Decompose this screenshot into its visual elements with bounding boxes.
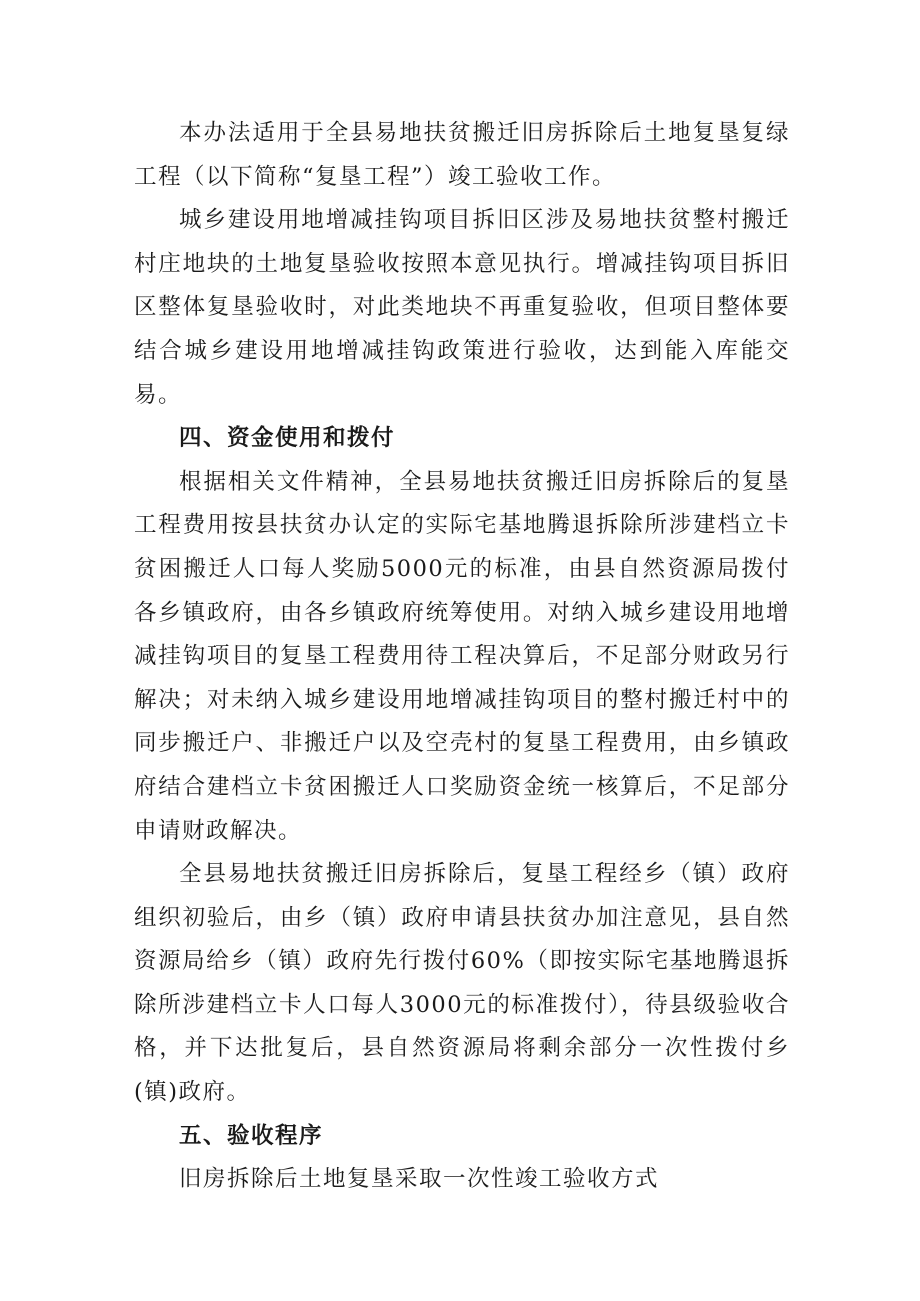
paragraph-funding-standard: 根据相关文件精神，全县易地扶贫搬迁旧房拆除后的复垦工程费用按县扶贫办认定的实际宅基地腾退拆除所涉建档立卡贫困搬迁人口每人奖励5000元的标准，由县自然资源局拨付各乡镇政府，由各乡镇政府统筹使用。对纳入城乡建设用地增减挂钩项目的复垦工程费用待工程决算后，不足部分财政另行解决；对未纳入城乡建设用地增减挂钩项目的整村搬迁村中的同步搬迁户、非搬迁户以及空壳村的复垦工程费用，由乡镇政府结合建档立卡贫困搬迁人口奖励资金统一核算后，不足部分申请财政解决。 xyxy=(134,468,790,844)
paragraph-linkage-projects: 城乡建设用地增减挂钩项目拆旧区涉及易地扶贫整村搬迁村庄地块的土地复垦验收按照本意见执行。增减挂钩项目拆旧区整体复垦验收时，对此类地块不再重复验收，但项目整体要结合城乡建设用地增减挂钩政策进行验收，达到能入库能交易。 xyxy=(134,207,790,408)
paragraph-disbursement: 全县易地扶贫搬迁旧房拆除后，复垦工程经乡（镇）政府组织初验后，由乡（镇）政府申请县扶贫办加注意见，县自然资源局给乡（镇）政府先行拨付60%（即按实际宅基地腾退拆除所涉建档立卡人口每人3000元的标准拨付），待县级验收合格，并下达批复后，县自然资源局将剩余部分一次性拨付乡(镇)政府。 xyxy=(134,861,790,1106)
paragraph-acceptance-method: 旧房拆除后土地复垦采取一次性竣工验收方式 xyxy=(179,1166,660,1193)
document-body xyxy=(134,112,790,1202)
paragraph-scope: 本办法适用于全县易地扶贫搬迁旧房拆除后土地复垦复绿工程（以下简称“复垦工程”）竣工验收工作。 xyxy=(134,120,790,190)
section-heading-acceptance: 五、验收程序 xyxy=(179,1122,324,1149)
section-heading-funds: 四、资金使用和拨付 xyxy=(179,425,396,452)
